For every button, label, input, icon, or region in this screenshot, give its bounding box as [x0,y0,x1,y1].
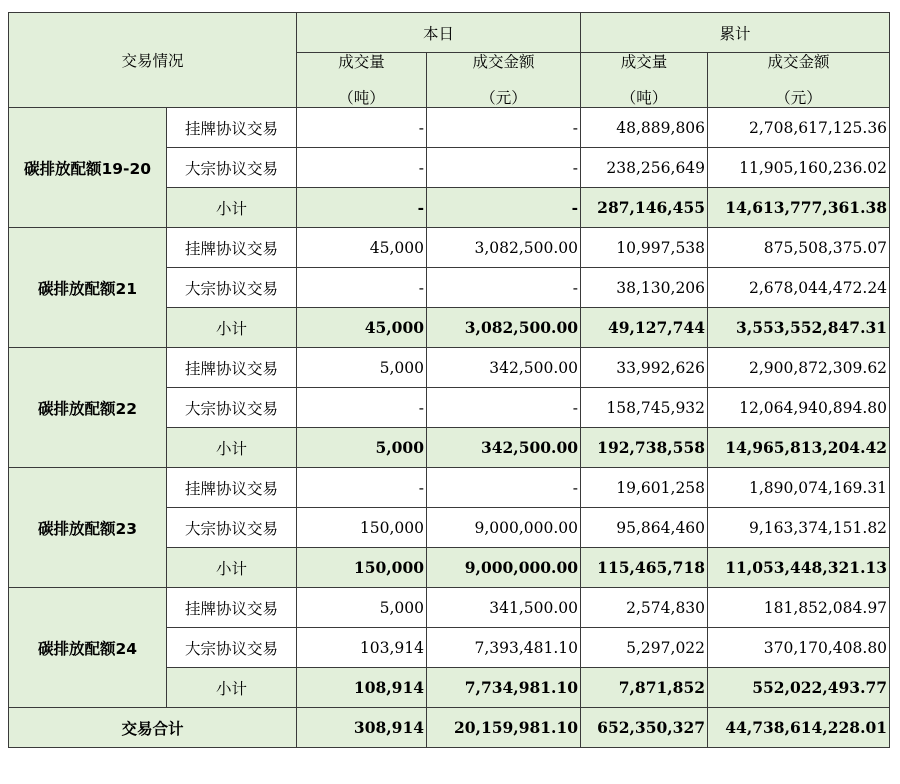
table-row [9,108,890,148]
cum-volume-cell: 287,146,455 [581,188,708,228]
today-amount-cell: 3,082,500.00 [427,308,581,348]
total-cum-amount: 44,738,614,228.01 [708,708,890,748]
today-volume-label: 成交量 [338,53,385,71]
total-today-amount: 20,159,981.10 [427,708,581,748]
today-volume-cell: 5,000 [297,428,427,468]
cumulative-header: 累计 [581,13,890,53]
table-row [9,588,890,628]
today-header: 本日 [297,13,581,53]
today-volume-cell: - [297,388,427,428]
cum-amount-unit: （元） [775,89,822,107]
today-volume-cell: 45,000 [297,308,427,348]
subtotal-label: 小计 [167,188,297,228]
cum-amount-cell: 2,708,617,125.36 [708,108,890,148]
total-row [9,708,890,748]
cum-volume-unit: （吨） [620,89,668,107]
today-volume-cell: - [297,188,427,228]
today-amount-unit: （元） [480,89,527,107]
today-amount-cell: - [427,388,581,428]
cum-volume-cell: 5,297,022 [581,628,708,668]
cum-volume-cell: 2,574,830 [581,588,708,628]
today-amount-cell: 7,393,481.10 [427,628,581,668]
today-volume-header [297,53,427,108]
trade-type-cell: 大宗协议交易 [167,148,297,188]
today-amount-cell: 7,734,981.10 [427,668,581,708]
cum-amount-header [708,53,890,108]
subtotal-label: 小计 [167,548,297,588]
group-name-cell: 碳排放配额22 [9,348,167,468]
subtotal-label: 小计 [167,668,297,708]
cum-volume-cell: 7,871,852 [581,668,708,708]
today-volume-unit: （吨） [338,89,385,107]
group-name-cell: 碳排放配额21 [9,228,167,348]
cum-amount-cell: 1,890,074,169.31 [708,468,890,508]
today-volume-cell: - [297,468,427,508]
today-amount-cell: - [427,148,581,188]
today-amount-cell: 3,082,500.00 [427,228,581,268]
trade-type-cell: 挂牌协议交易 [167,468,297,508]
cum-amount-cell: 14,613,777,361.38 [708,188,890,228]
cum-volume-cell: 192,738,558 [581,428,708,468]
carbon-trading-table [8,12,890,748]
today-volume-cell: 150,000 [297,508,427,548]
today-amount-label: 成交金额 [472,53,535,71]
header-row-1 [9,13,890,53]
today-amount-header [427,53,581,108]
subtotal-label: 小计 [167,428,297,468]
group-name-cell: 碳排放配额19-20 [9,108,167,228]
today-amount-cell: 9,000,000.00 [427,548,581,588]
cum-amount-cell: 875,508,375.07 [708,228,890,268]
trade-type-cell: 大宗协议交易 [167,388,297,428]
cum-amount-cell: 11,053,448,321.13 [708,548,890,588]
cum-amount-cell: 14,965,813,204.42 [708,428,890,468]
cum-amount-cell: 370,170,408.80 [708,628,890,668]
cum-volume-cell: 48,889,806 [581,108,708,148]
trade-type-cell: 挂牌协议交易 [167,108,297,148]
cum-volume-cell: 19,601,258 [581,468,708,508]
today-amount-cell: 9,000,000.00 [427,508,581,548]
cum-volume-header [581,53,708,108]
cum-volume-cell: 158,745,932 [581,388,708,428]
trade-type-cell: 挂牌协议交易 [167,348,297,388]
cum-volume-cell: 10,997,538 [581,228,708,268]
today-volume-cell: - [297,148,427,188]
cum-volume-cell: 33,992,626 [581,348,708,388]
today-volume-cell: - [297,108,427,148]
cum-volume-label: 成交量 [620,53,668,71]
trade-type-cell: 大宗协议交易 [167,628,297,668]
group-name-cell: 碳排放配额24 [9,588,167,708]
today-volume-cell: 5,000 [297,348,427,388]
total-cum-volume: 652,350,327 [581,708,708,748]
table-row [9,348,890,388]
today-volume-cell: 5,000 [297,588,427,628]
trade-type-cell: 大宗协议交易 [167,508,297,548]
cum-amount-cell: 11,905,160,236.02 [708,148,890,188]
table-row [9,228,890,268]
cum-volume-cell: 95,864,460 [581,508,708,548]
today-amount-cell: - [427,468,581,508]
cum-amount-cell: 9,163,374,151.82 [708,508,890,548]
category-header: 交易情况 [9,13,297,108]
trade-type-cell: 大宗协议交易 [167,268,297,308]
trade-type-cell: 挂牌协议交易 [167,228,297,268]
cum-amount-cell: 2,678,044,472.24 [708,268,890,308]
cum-amount-cell: 181,852,084.97 [708,588,890,628]
total-label: 交易合计 [9,708,297,748]
cum-volume-cell: 49,127,744 [581,308,708,348]
today-amount-cell: 342,500.00 [427,428,581,468]
today-amount-cell: - [427,108,581,148]
cum-volume-cell: 38,130,206 [581,268,708,308]
today-volume-cell: - [297,268,427,308]
total-today-volume: 308,914 [297,708,427,748]
today-amount-cell: 341,500.00 [427,588,581,628]
cum-amount-label: 成交金额 [767,53,830,71]
cum-amount-cell: 552,022,493.77 [708,668,890,708]
cum-volume-cell: 115,465,718 [581,548,708,588]
today-amount-cell: - [427,268,581,308]
trade-type-cell: 挂牌协议交易 [167,588,297,628]
cum-volume-cell: 238,256,649 [581,148,708,188]
cum-amount-cell: 3,553,552,847.31 [708,308,890,348]
today-volume-cell: 103,914 [297,628,427,668]
today-amount-cell: 342,500.00 [427,348,581,388]
cum-amount-cell: 2,900,872,309.62 [708,348,890,388]
cum-amount-cell: 12,064,940,894.80 [708,388,890,428]
today-volume-cell: 150,000 [297,548,427,588]
group-name-cell: 碳排放配额23 [9,468,167,588]
subtotal-label: 小计 [167,308,297,348]
today-volume-cell: 108,914 [297,668,427,708]
today-volume-cell: 45,000 [297,228,427,268]
today-amount-cell: - [427,188,581,228]
table-row [9,468,890,508]
